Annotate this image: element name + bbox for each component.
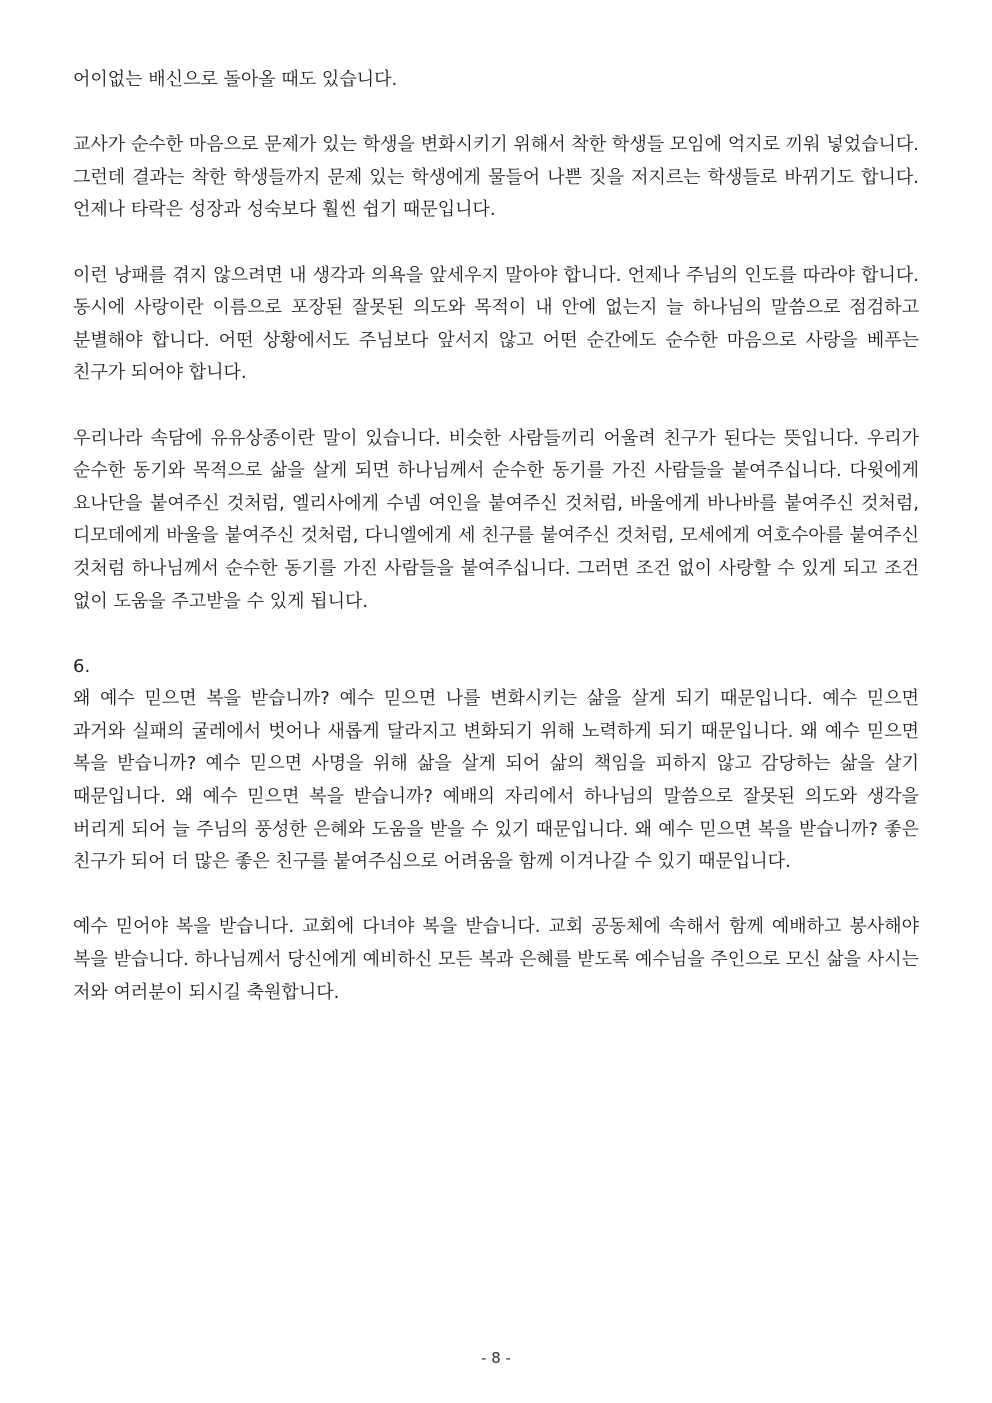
section-paragraph-1: 왜 예수 믿으면 복을 받습니까? 예수 믿으면 나를 변화시키는 삶을 살게 되기 때문입니다. 예수 믿으면 과거와 실패의 굴레에서 벗어나 새롭게 달라지고 변화되기 위해 노력하게 되기 때문입니다. 왜 예수 믿으면 복을 받습니까? 예수 믿으면 사명을 위해 삶을 살게 되어 삶의 책임을 피하지 않고 감당하는 삶을 살기 때문입니다. 왜 예수 믿으면 복을 받습니까? 예배의 자리에서 하나님의 말씀으로 잘못된 의도와 생각을 버리게 되어 늘 주님의 풍성한 은혜와 도움을 받을 수 있기 때문입니다. 왜 예수 믿으면 복을 받습니까? 좋은 친구가 되어 더 많은 좋은 친구를 붙여주심으로 어려움을 함께 이겨나갈 수 있기 때문입니다. — [73, 688, 919, 873]
paragraph-3: 이런 낭패를 겪지 않으려면 내 생각과 의욕을 앞세우지 말아야 합니다. 언제나 주님의 인도를 따라야 합니다. 동시에 사랑이란 이름으로 포장된 잘못된 의도와 목적이 내 안에 없는지 늘 하나님의 말씀으로 점검하고 분별해야 합니다. 어떤 상황에서도 주님보다 앞서지 않고 어떤 순간에도 순수한 마음으로 사랑을 베푸는 친구가 되어야 합니다. — [73, 264, 919, 384]
paragraph-gap — [73, 618, 919, 651]
paragraph-gap — [73, 879, 919, 912]
section-number: 6. — [73, 655, 91, 677]
paragraph-gap — [73, 227, 919, 260]
paragraph-2: 교사가 순수한 마음으로 문제가 있는 학생을 변화시키기 위해서 착한 학생들 모임에 억지로 끼워 넣었습니다. 그런데 결과는 착한 학생들까지 문제 있는 학생에게 물들어 나쁜 짓을 저지르는 학생들로 바뀌기도 합니다. 언제나 타락은 성장과 성숙보다 훨씬 쉽기 때문입니다. — [73, 134, 919, 221]
paragraph-1: 어이없는 배신으로 돌아올 때도 있습니다. — [73, 69, 398, 90]
paragraph-gap — [73, 390, 919, 423]
paragraph-4: 우리나라 속담에 유유상종이란 말이 있습니다. 비슷한 사람들끼리 어울려 친구가 된다는 뜻입니다. 우리가 순수한 동기와 목적으로 삶을 살게 되면 하나님께서 순수한 동기를 가진 사람들을 붙여주십니다. 다윗에게 요나단을 붙여주신 것처럼, 엘리사에게 수넴 여인을 붙여주신 것처럼, 바울에게 바나바를 붙여주신 것처럼, 디모데에게 바울을 붙여주신 것처럼, 다니엘에게 세 친구를 붙여주신 것처럼, 모세에게 여호수아를 붙여주신 것처럼 하나님께서 순수한 동기를 가진 사람들을 붙여주십니다. 그러면 조건 없이 사랑할 수 있게 되고 조건 없이 도움을 주고받을 수 있게 됩니다. — [73, 427, 919, 612]
section-paragraph-2: 예수 믿어야 복을 받습니다. 교회에 다녀야 복을 받습니다. 교회 공동체에 속해서 함께 예배하고 봉사해야 복을 받습니다. 하나님께서 당신에게 예비하신 모든 복과 은혜를 받도록 예수님을 주인으로 모신 삶을 사시는 저와 여러분이 되시길 축원합니다. — [73, 916, 919, 1003]
document-body — [73, 64, 919, 1009]
page-number: - 8 - — [481, 1349, 511, 1367]
paragraph-gap — [73, 97, 919, 130]
